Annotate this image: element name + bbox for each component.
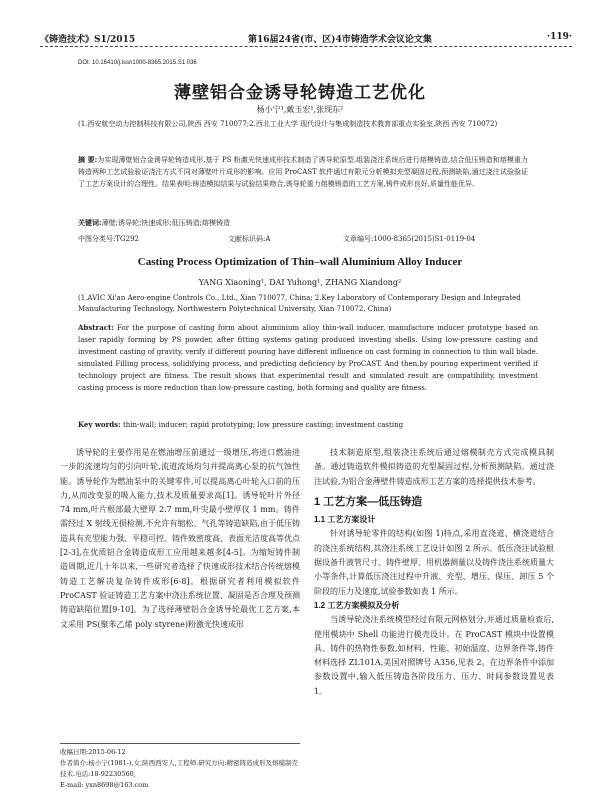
- header-journal: 《铸造技术》S1/2015: [40, 35, 136, 45]
- body-paragraph: 诱导轮的主要作用是在燃油增压前通过一级增压,将进口燃油进一步的流速均匀的引向叶轮,流道流场均匀并提高离心泵的抗气蚀性能。诱导轮作为燃油泵中的关键零件,可以提高离心叶轮入口前的压力,从而改变泵的吸入能力,技术及质量要求高[1]。诱导轮叶片外径 74 mm,叶片根部最大壁厚 2.7 mm,叶尖最小壁厚仅 1 mm。铸件需经过 X 射线无损检测,不允许有缩松、气孔等铸造缺陷,由于低压铸造具有充型能力强、平稳可控、铸件致密度高、表面光洁度高等优点[2-3],在优质铝合金铸造成形工应用越来越多[4-5]。为缩短铸件制造周期,近几十年以来,一些研究者选择了快速成形技术结合传统熔模铸造工艺解决复杂铸件成形[6-8]。根据研究者利用模拟软件 ProCAST 验证铸造工艺方案中浇注系统位置、凝固是否合理及预测铸造缺陷位置[9-10]。为了选择薄壁铝合金诱导轮最优工艺方案,本文采用 PS(聚苯乙烯 poly styrene)粉激光快速成形: [60, 448, 300, 629]
- keywords-en-text: thin-wall; inducer; rapid prototyping; low pressure casting; investment casting: [122, 421, 404, 429]
- header-page-number: ·119·: [546, 32, 572, 42]
- body-column-right: [314, 446, 554, 699]
- affiliation-en: (1.AVIC Xi'an Aero-engine Controls Co., Ltd., Xian 710077, China; 2.Key Laboratory of Contemporary Design and Integrated Manufacturing Technology, Northwestern Polytechnical University, Xian 710072, China): [78, 294, 521, 313]
- abstract-en-text: For the purpose of casting form about aluminium alloy thin-wall inducer, manufacture inducer prototype based on laser rapidly forming by PS powder, after fitting systems gating produced investing shells. Using low-pressure casting and investment casting of gravity, verify if different pouring have different influence on cast forming in connection to thin wall blade. simulated Filling process, solidifying process, and predicting deficiency by ProCAST. And then,by pouring experiment verified if technology project are fitness. The result shows that experimental result and simulated result are compatibility, investment casting process is more reduction than low-pressure casting, both forming and quality are fitness.: [78, 324, 538, 392]
- title-en: Casting Process Optimization of Thin–wall Aluminium Alloy Inducer: [137, 256, 463, 268]
- abstract-en-label: Abstract:: [78, 323, 114, 332]
- subsection-1-2-title: 1.2 工艺方案模拟及分析: [314, 600, 400, 610]
- keywords-en: [78, 420, 538, 429]
- footnote-received: 收稿日期:2015-06-12: [60, 748, 126, 756]
- article-number: 文章编号:1000-8365(2015)S1-0119-04: [343, 235, 476, 243]
- title-cn: 薄壁铝合金诱导轮铸造工艺优化: [174, 83, 426, 102]
- footnote: [60, 743, 300, 791]
- running-header: [40, 32, 572, 47]
- subsection-1-2-text: 当诱导轮浇注系统模型经过有限元网格划分,并通过质量检查后,使用模块中 Shell 功能进行模壳设计。在 ProCAST 模块中设置模具、铸件的热物性参数,如材料、性能、初始温度、边界条件等,铸件材料选择 ZL101A,美国对照牌号 A356,见表 2。在边界条件中添加参数设置中,输入低压铸造各阶段压力、压力、时间参数设置见表 1。: [314, 615, 554, 696]
- section-1-title: 1 工艺方案—低压铸造: [314, 495, 423, 508]
- footnote-email: E-mail: yxn8698@163.com: [60, 781, 149, 789]
- subsection-1-1-text: 针对诱导轮零件的结构(如图 1)特点,采用直浇道、横浇道结合的浇注系统结构,其浇注系统工艺设计如图 2 所示。低压浇注试验根据设备升液管尺寸、铸件壁厚、用机器测量以及铸件浇注系统质量大小等条件,计算低压浇注过程中升液、充型、增压、保压、卸压 5 个阶段的压力及速度,试验参数如表 1 所示。: [314, 529, 554, 596]
- keywords-cn: [78, 218, 528, 228]
- doc-code: 文献标识码:A: [228, 235, 271, 243]
- abstract-cn-text: 为实现薄壁铝合金诱导轮铸造成形,基于 PS 粉激光快速成形技术制造了诱导轮原型,组装浇注系统后进行熔模铸造,结合低压铸造和熔模重力铸造两种工艺试验验证浇注方式不同对薄壁叶片成形的影响。应用 ProCAST 软件通过有限元分析模拟充型凝固过程,预测缺陷,通过浇注试验验证了工艺方案设计的合理性。结果表明:铸造模拟结果与试验结果吻合,诱导轮重力熔模铸造的工艺方案,铸件成形良好,质量性能优异。: [78, 156, 528, 188]
- keywords-cn-text: 薄壁;诱导轮;快速成形;低压铸造;熔模铸造: [101, 219, 231, 227]
- clc-code: 中图分类号:TG292: [78, 235, 139, 243]
- body-column-left: [60, 446, 300, 632]
- keywords-cn-label: 关键词:: [78, 218, 102, 227]
- abstract-en: [78, 322, 538, 394]
- subsection-1-1-title: 1.1 工艺方案设计: [314, 515, 376, 525]
- body-paragraph-intro: 技术制造原型,组装浇注系统后通过熔模制壳方式完成模具制备。通过铸造软件模拟铸造的充型凝固过程,分析预测缺陷。通过浇注试验,为铝合金薄壁件铸造成形工艺方案的选择提供技术参考。: [314, 448, 554, 486]
- footnote-author: 作者简介:杨小宁(1981-),女,陕西西安人,工程师.研究方向:精密铸造成形及熔模制壳技术.电话:18-92230560,: [60, 759, 298, 778]
- keywords-en-label: Key words:: [78, 420, 121, 429]
- affiliation-cn: (1.西安航空动力控制科技有限公司,陕西 西安 710077;2.西北工业大学 现代设计与集成制造技术教育部重点实验室,陕西 西安 710072): [78, 120, 498, 128]
- abstract-cn: [78, 154, 528, 190]
- abstract-cn-label: 摘 要:: [78, 155, 98, 164]
- authors-cn: 杨小宁¹,戴玉宏¹,张现东²: [256, 105, 344, 114]
- doi: DOI: 10.16410/j.issn1000-8365.2015.S1.036: [78, 60, 197, 66]
- header-conference: 第16届24省(市、区)4市铸造学术会议论文集: [248, 35, 432, 45]
- authors-en: YANG Xiaoning¹, DAI Yuhong¹, ZHANG Xiandong²: [198, 278, 402, 287]
